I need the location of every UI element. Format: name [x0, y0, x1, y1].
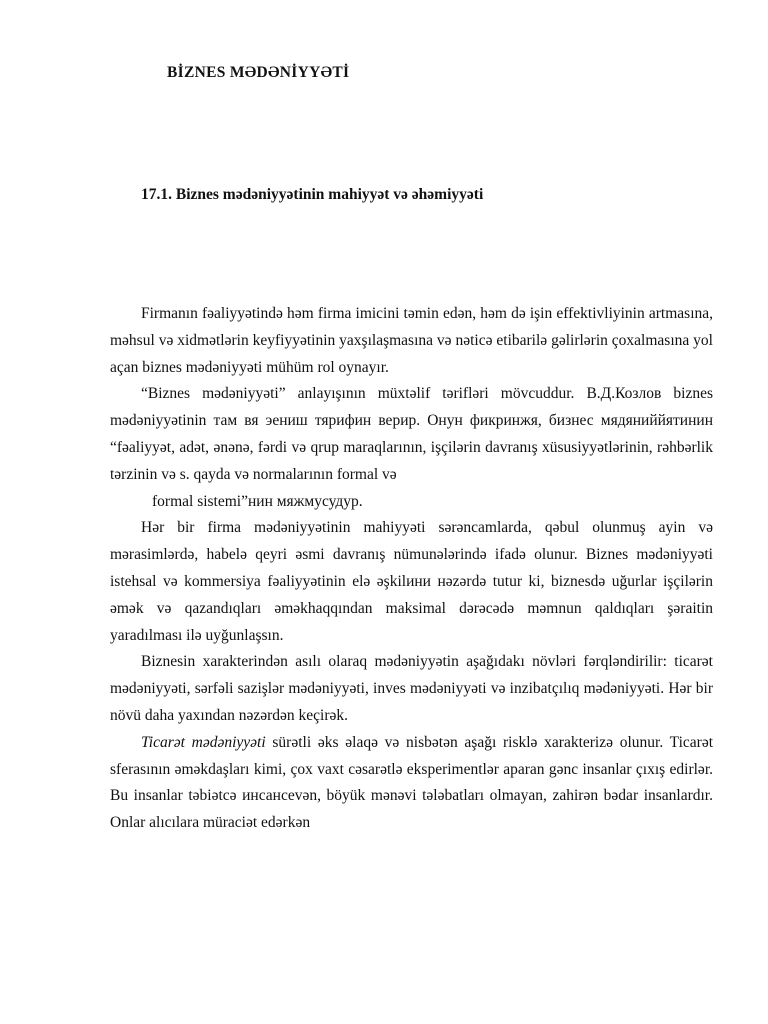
paragraph-5-text: sürətli əks əlaqə və nisbətən aşağı risklə xarakterizə olunur. Ticarət sferasının əməkdaşları kimi, çox vaxt cəsarətlə eksperimentlər aparan gənc insanlar çıxış edirlər. Bu insanlar təbiətcə инсансevən, böyük mənəvi tələbatları olmayan, zahirən bədar insanlardır. Onlar alıcılara müraciət edərkən [110, 733, 714, 832]
section-heading: 17.1. Biznes mədəniyyətinin mahiyyət və əhəmiyyəti [141, 186, 484, 203]
paragraph-4: Biznesin xarakterindən asılı olaraq mədəniyyətin aşağıdakı növləri fərqləndirilir: ticarət mədəniyyəti, sərfəli sazişlər mədəniyyəti, inves mədəniyyəti və inzibatçılıq mədəniyyəti. Hər bir növü daha yaxından nəzərdən keçirək. [110, 653, 713, 724]
paragraph-3: Hər bir firma mədəniyyətinin mahiyyəti sərəncamlarda, qəbul olunmuş ayin və mərasimlərdə, habelə qeyri əsmi davranış nümunələrində ifadə olunur. Biznes mədəniyyəti istehsal və kommersiya fəaliyyətinin elə əşkilини нəzərdə tutur ki, biznesdə uğurlar işçilərin əmək və qazandıqları əməkhaqqından maksimal dərəcədə məmnun qaldıqları şəraitin yaradılması ilə uyğunlaşsın. [110, 519, 713, 644]
paragraph-2-continuation: formal sistemi”нин мяжмусудур. [152, 492, 363, 510]
italic-term: Ticarət mədəniyyəti [141, 733, 266, 751]
paragraph-2: “Biznes mədəniyyəti” anlayışının müxtəlif tərifləri mövcuddur. В.Д.Козлов biznes mədəniyyətinin там вя эениш тярифин верир. Онун фикринжя, бизнес мядяниййятинин “fəaliyyət, adət, ənənə, fərdi və qrup maraqlarının, işçilərin davranış xüsusiyyətlərinin, rəhbərlik tərzinin və s. qayda və normalarının formal və [110, 385, 713, 483]
body-text [110, 301, 713, 837]
document-title: BİZNES MƏDƏNİYYƏTİ [167, 64, 350, 81]
paragraph-1: Firmanın fəaliyyətində həm firma imicini təmin edən, həm də işin effektivliyinin artmasına, məhsul və xidmətlərin keyfiyyətinin yaxşılaşmasına və nəticə etibarilə gəlirlərin çoxalmasına yol açan biznes mədəniyyəti mühüm rol oynayır. [110, 305, 713, 376]
paragraph-5 [110, 730, 713, 837]
